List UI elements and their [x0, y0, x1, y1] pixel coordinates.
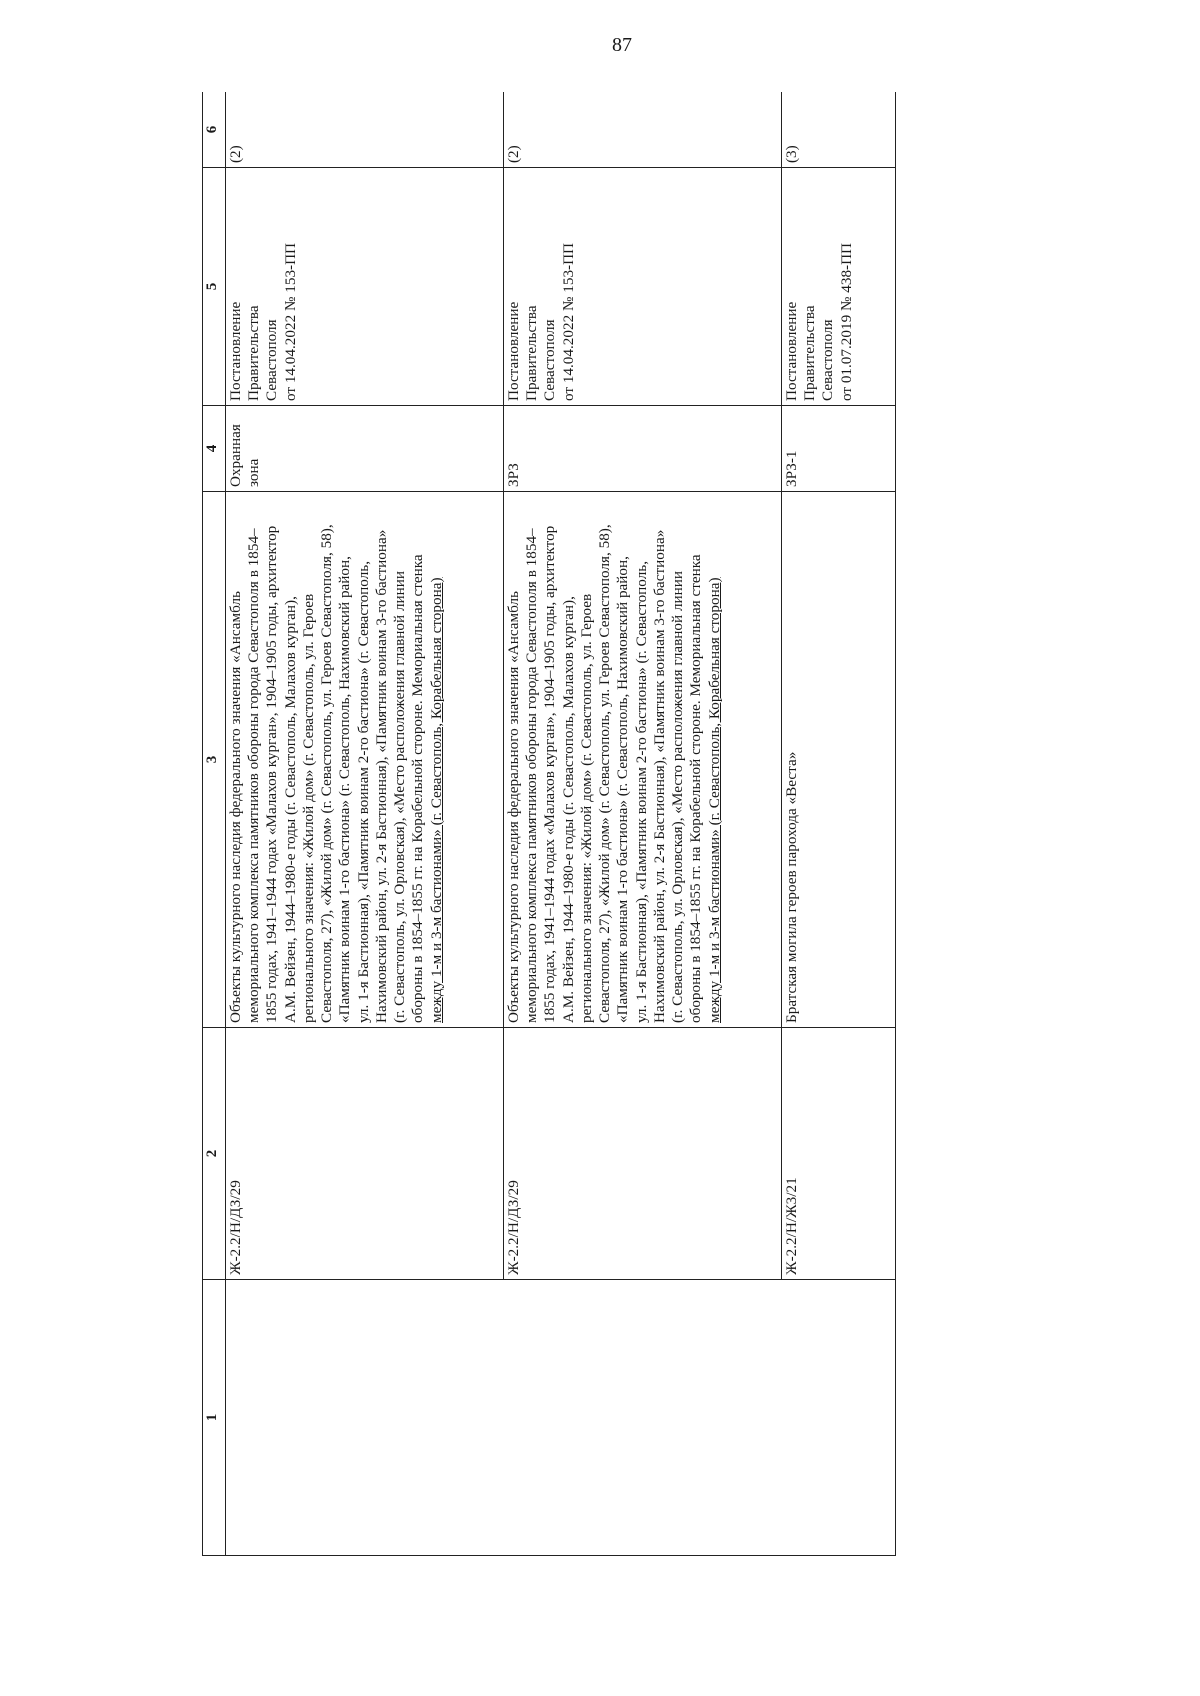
description-line: Объекты культурного наследия федерального значения «Ансамбль [505, 591, 522, 1023]
cell-code: Ж-2.2/Н/ДЗ/29 [504, 1028, 782, 1280]
table-row [782, 92, 896, 1556]
table-row [504, 92, 782, 1556]
cell-zone-type: ЗРЗ [504, 406, 782, 492]
resolution-line: Севастополя [819, 319, 837, 401]
description-line: Нахимовский район, ул. 2-я Бастионная), «Памятник воинам 3-го бастиона» [372, 529, 390, 1023]
rotated-table-frame [202, 92, 896, 1556]
resolution-line: Постановление [783, 301, 800, 401]
cell-zone-type: ЗРЗ-1 [782, 406, 896, 492]
description-line: регионального значения: «Жилой дом» (г. Севастополь, ул. Героев [299, 593, 317, 1023]
cell-number [226, 1280, 504, 1556]
cell-code: Ж-2.2/Н/Ж3/21 [782, 1028, 896, 1280]
description-line: 1855 годах, 1941–1944 годах «Малахов курган», 1904–1905 годы, архитектор [263, 525, 281, 1023]
zones-table [202, 92, 896, 1556]
cell-code: Ж-2.2/Н/ДЗ/29 [226, 1028, 504, 1280]
description-line: мемориального комплекса памятников обороны города Севастополя в 1854– [523, 528, 541, 1023]
cell-description [504, 492, 782, 1028]
resolution-line: от 14.04.2022 № 153-ПП [281, 242, 299, 401]
header-col-1: 1 [203, 1280, 226, 1556]
header-row [203, 92, 226, 1556]
description-line: обороны в 1854–1855 гг. на Корабельной стороне. Мемориальная стенка [409, 554, 427, 1023]
cell-zone-type: Охранная зона [226, 406, 504, 492]
description-line: Нахимовский район, ул. 2-я Бастионная), «Памятник воинам 3-го бастиона» [650, 529, 668, 1023]
description-line: ул. 1-я Бастионная), «Памятник воинам 2-го бастиона» (г. Севастополь, [354, 560, 372, 1023]
description-line: ул. 1-я Бастионная), «Памятник воинам 2-го бастиона» (г. Севастополь, [632, 560, 650, 1023]
resolution-line: Правительства [801, 305, 819, 401]
header-col-4: 4 [203, 406, 226, 492]
description-line: регионального значения: «Жилой дом» (г. Севастополь, ул. Героев [577, 593, 595, 1023]
description-line: (г. Севастополь, ул. Орловская), «Место расположения главной линии [391, 570, 409, 1023]
description-line: А.М. Вейзен, 1944–1980-е годы (г. Севастополь, Малахов курган), [281, 596, 299, 1023]
resolution-line: Севастополя [263, 319, 281, 401]
cell-note: (2) [226, 92, 504, 168]
header-col-6: 6 [203, 92, 226, 168]
resolution-line: Севастополя [541, 319, 559, 401]
header-col-3: 3 [203, 492, 226, 1028]
cell-description [226, 492, 504, 1028]
cell-number [782, 1280, 896, 1556]
description-line: А.М. Вейзен, 1944–1980-е годы (г. Севастополь, Малахов курган), [559, 596, 577, 1023]
cell-note: (2) [504, 92, 782, 168]
table-container [202, 92, 896, 1556]
description-line: мемориального комплекса памятников обороны города Севастополя в 1854– [245, 528, 263, 1023]
resolution-line: Постановление [505, 301, 522, 401]
page-number: 87 [612, 34, 632, 56]
description-line: обороны в 1854–1855 гг. на Корабельной стороне. Мемориальная стенка [687, 554, 705, 1023]
resolution-line: Правительства [523, 305, 541, 401]
description-line: Братская могила героев парохода «Веста» [783, 751, 800, 1023]
resolution-line: от 01.07.2019 № 438-ПП [837, 242, 855, 401]
description-line: 1855 годах, 1941–1944 годах «Малахов курган», 1904–1905 годы, архитектор [541, 525, 559, 1023]
cell-resolution [504, 168, 782, 406]
description-line: Объекты культурного наследия федерального значения «Ансамбль [227, 591, 244, 1023]
cell-description [782, 492, 896, 1028]
description-line: «Памятник воинам 1-го бастиона» (г. Севастополь, Нахимовский район, [336, 556, 354, 1023]
description-line: Севастополя, 27), «Жилой дом» (г. Севастополь, ул. Героев Севастополя, 58), [596, 524, 614, 1023]
cell-resolution [226, 168, 504, 406]
resolution-line: Постановление [227, 301, 244, 401]
resolution-line: от 14.04.2022 № 153-ПП [559, 242, 577, 401]
header-col-5: 5 [203, 168, 226, 406]
cell-number [504, 1280, 782, 1556]
description-line: Севастополя, 27), «Жилой дом» (г. Севастополь, ул. Героев Севастополя, 58), [318, 524, 336, 1023]
resolution-line: Правительства [245, 305, 263, 401]
table-row [226, 92, 504, 1556]
description-line: (г. Севастополь, ул. Орловская), «Место расположения главной линии [669, 570, 687, 1023]
description-line: между 1-м и 3-м бастионами» (г. Севастополь, Корабельная сторона) [427, 577, 445, 1023]
cell-resolution [782, 168, 896, 406]
description-line: между 1-м и 3-м бастионами» (г. Севастополь, Корабельная сторона) [705, 577, 723, 1023]
cell-note: (3) [782, 92, 896, 168]
description-line: «Памятник воинам 1-го бастиона» (г. Севастополь, Нахимовский район, [614, 556, 632, 1023]
header-col-2: 2 [203, 1028, 226, 1280]
